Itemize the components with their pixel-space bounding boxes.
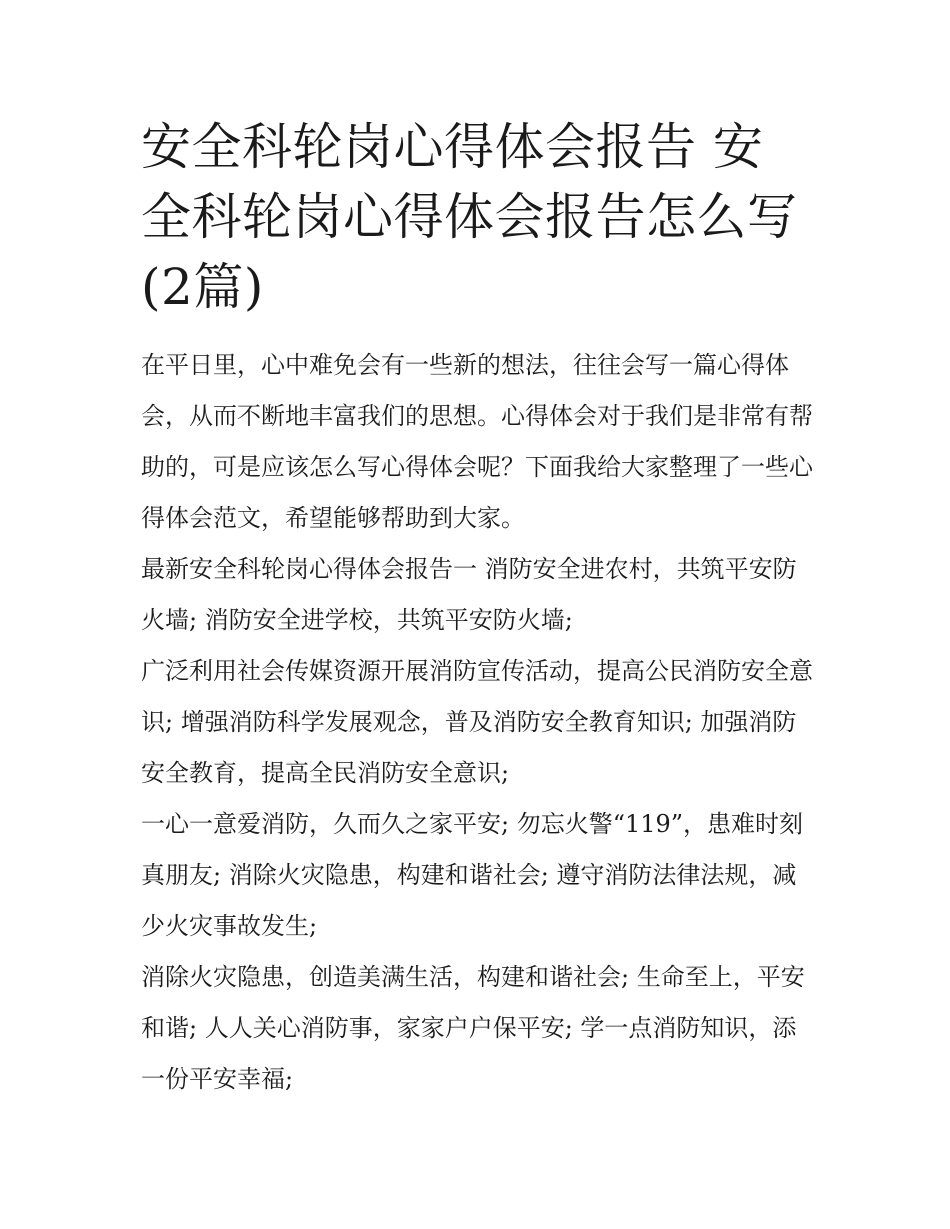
- paragraph-intro: 在平日里，心中难免会有一些新的想法，往往会写一篇心得体会，从而不断地丰富我们的思想。心得体会对于我们是非常有帮助的，可是应该怎么写心得体会呢？下面我给大家整理了一些心得体会范文，希望能够帮助到大家。: [141, 351, 813, 532]
- document-page: [141, 112, 813, 1105]
- paragraph-publicity: 广泛利用社会传媒资源开展消防宣传活动，提高公民消防安全意识; 增强消防科学发展观念，普及消防安全教育知识; 加强消防安全教育，提高全民消防安全意识;: [141, 657, 813, 787]
- paragraph-report-one: 最新安全科轮岗心得体会报告一 消防安全进农村，共筑平安防火墙; 消防安全进学校，共筑平安防火墙;: [141, 555, 797, 634]
- paragraph-slogans-1: 一心一意爱消防，久而久之家平安; 勿忘火警“119”，患难时刻真朋友; 消除火灾隐患，构建和谐社会; 遵守消防法律法规，减少火灾事故发生;: [141, 810, 804, 940]
- document-title: 安全科轮岗心得体会报告 安全科轮岗心得体会报告怎么写(2篇): [141, 118, 798, 316]
- paragraph-slogans-2: 消除火灾隐患，创造美满生活，构建和谐社会; 生命至上，平安和谐; 人人关心消防事，家家户户保平安; 学一点消防知识，添一份平安幸福;: [141, 963, 805, 1093]
